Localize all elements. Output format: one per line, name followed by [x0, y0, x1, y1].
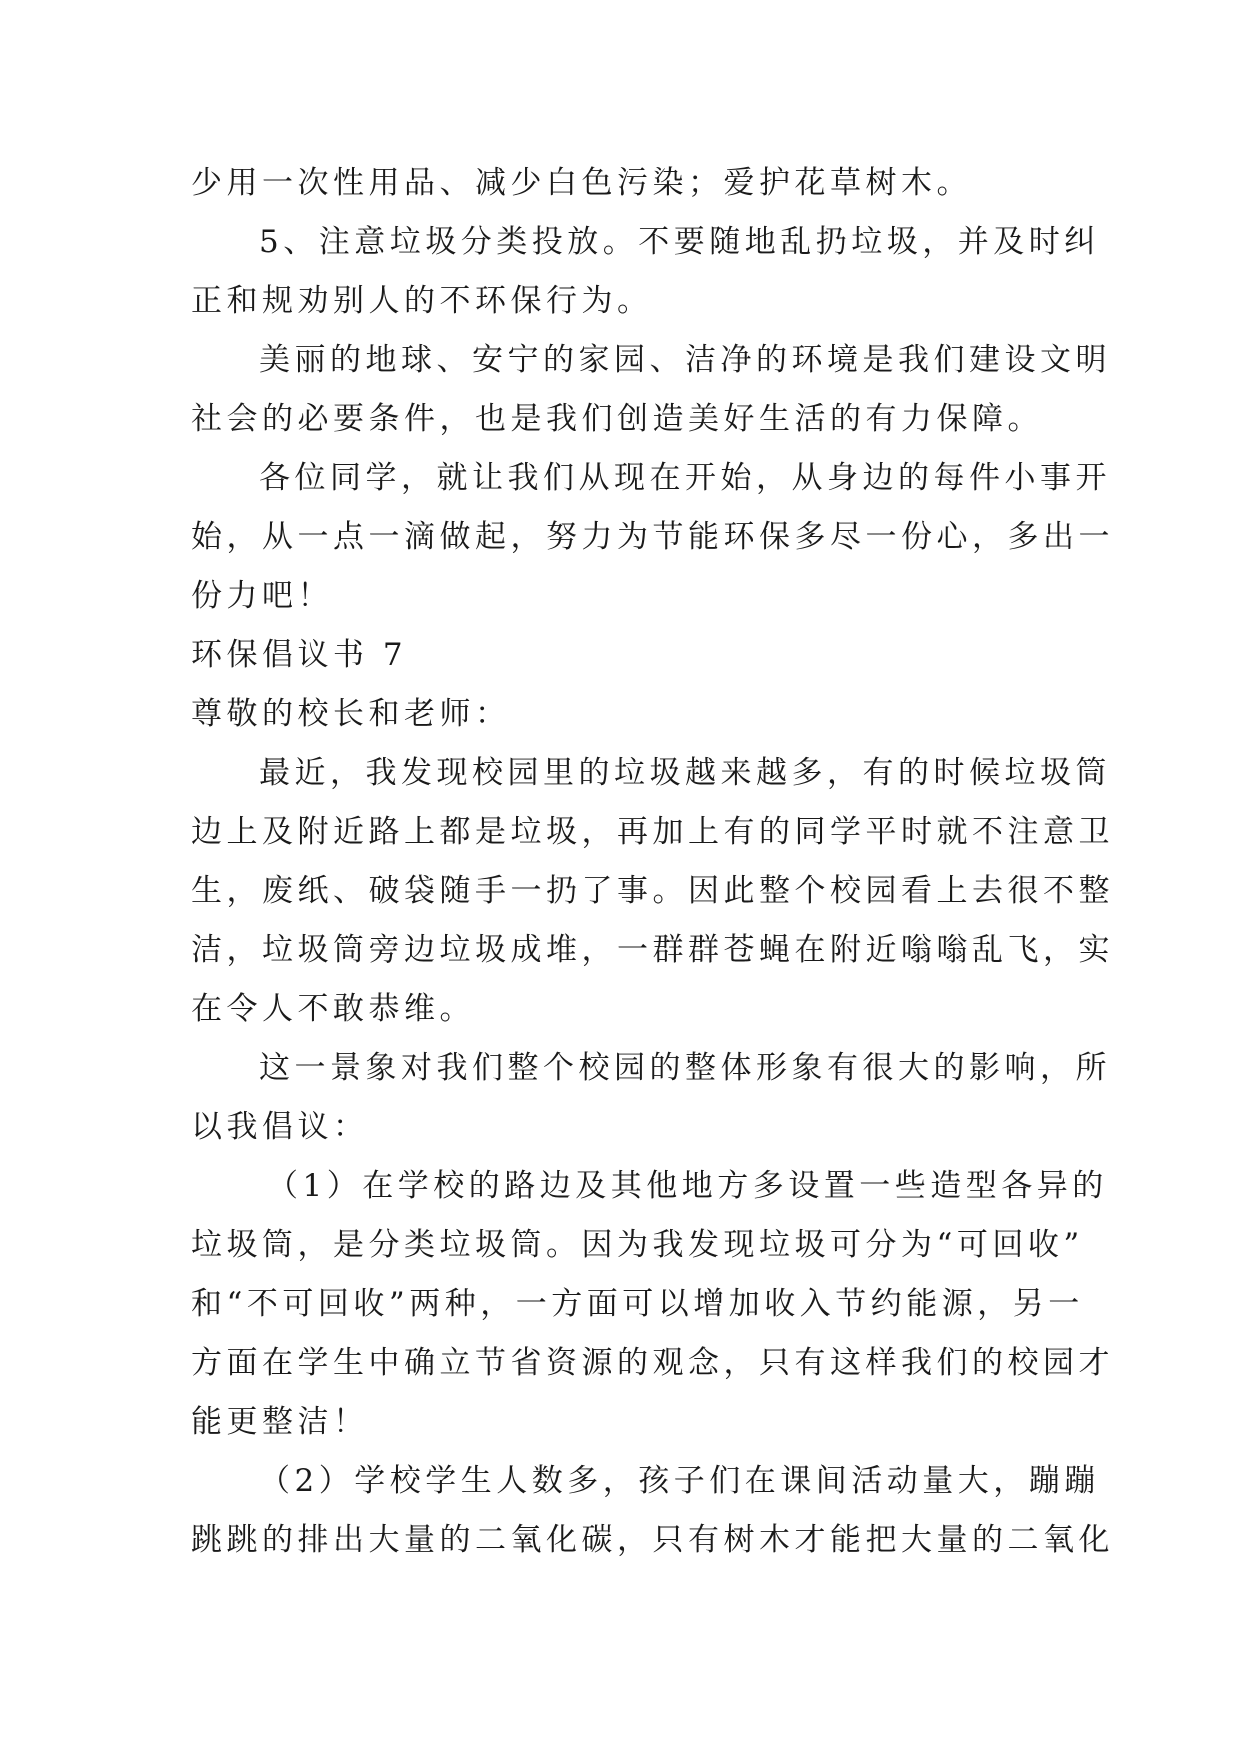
document-body	[191, 154, 1114, 1570]
text-line: 以我倡议：	[191, 1109, 369, 1145]
text-line: 边上及附近路上都是垃圾，再加上有的同学平时就不注意卫	[191, 814, 1114, 850]
text-line: 这一景象对我们整个校园的整体形象有很大的影响，所	[259, 1050, 1111, 1086]
text-line: 和“不可回收”两种，一方面可以增加收入节约能源，另一	[191, 1286, 1084, 1322]
salutation: 尊敬的校长和老师：	[191, 696, 511, 732]
text-line: 社会的必要条件，也是我们创造美好生活的有力保障。	[191, 401, 1043, 437]
text-line: 少用一次性用品、减少白色污染；爱护花草树木。	[191, 165, 972, 201]
text-line: 垃圾筒，是分类垃圾筒。因为我发现垃圾可分为“可回收”	[191, 1227, 1084, 1263]
text-line: 方面在学生中确立节省资源的观念，只有这样我们的校园才	[191, 1345, 1114, 1381]
text-line: 能更整洁！	[191, 1404, 369, 1440]
text-line: 生，废纸、破袋随手一扔了事。因此整个校园看上去很不整	[191, 873, 1114, 909]
text-line: 正和规劝别人的不环保行为。	[191, 283, 653, 319]
text-line: 份力吧！	[191, 578, 333, 614]
text-line: 跳跳的排出大量的二氧化碳，只有树木才能把大量的二氧化	[191, 1522, 1114, 1558]
text-line: 5、注意垃圾分类投放。不要随地乱扔垃圾，并及时纠	[259, 224, 1100, 260]
text-line: 在令人不敢恭维。	[191, 991, 475, 1027]
list-item-line: （1）在学校的路边及其他地方多设置一些造型各异的	[267, 1168, 1108, 1204]
text-line: 洁，垃圾筒旁边垃圾成堆，一群群苍蝇在附近嗡嗡乱飞，实	[191, 932, 1114, 968]
text-line: 各位同学，就让我们从现在开始，从身边的每件小事开	[259, 460, 1111, 496]
list-item-line: （2）学校学生人数多，孩子们在课间活动量大，蹦蹦	[259, 1463, 1100, 1499]
section-heading: 环保倡议书 7	[191, 637, 408, 673]
text-line: 美丽的地球、安宁的家园、洁净的环境是我们建设文明	[259, 342, 1111, 378]
text-line: 最近，我发现校园里的垃圾越来越多，有的时候垃圾筒	[259, 755, 1111, 791]
text-line: 始，从一点一滴做起，努力为节能环保多尽一份心，多出一	[191, 519, 1114, 555]
